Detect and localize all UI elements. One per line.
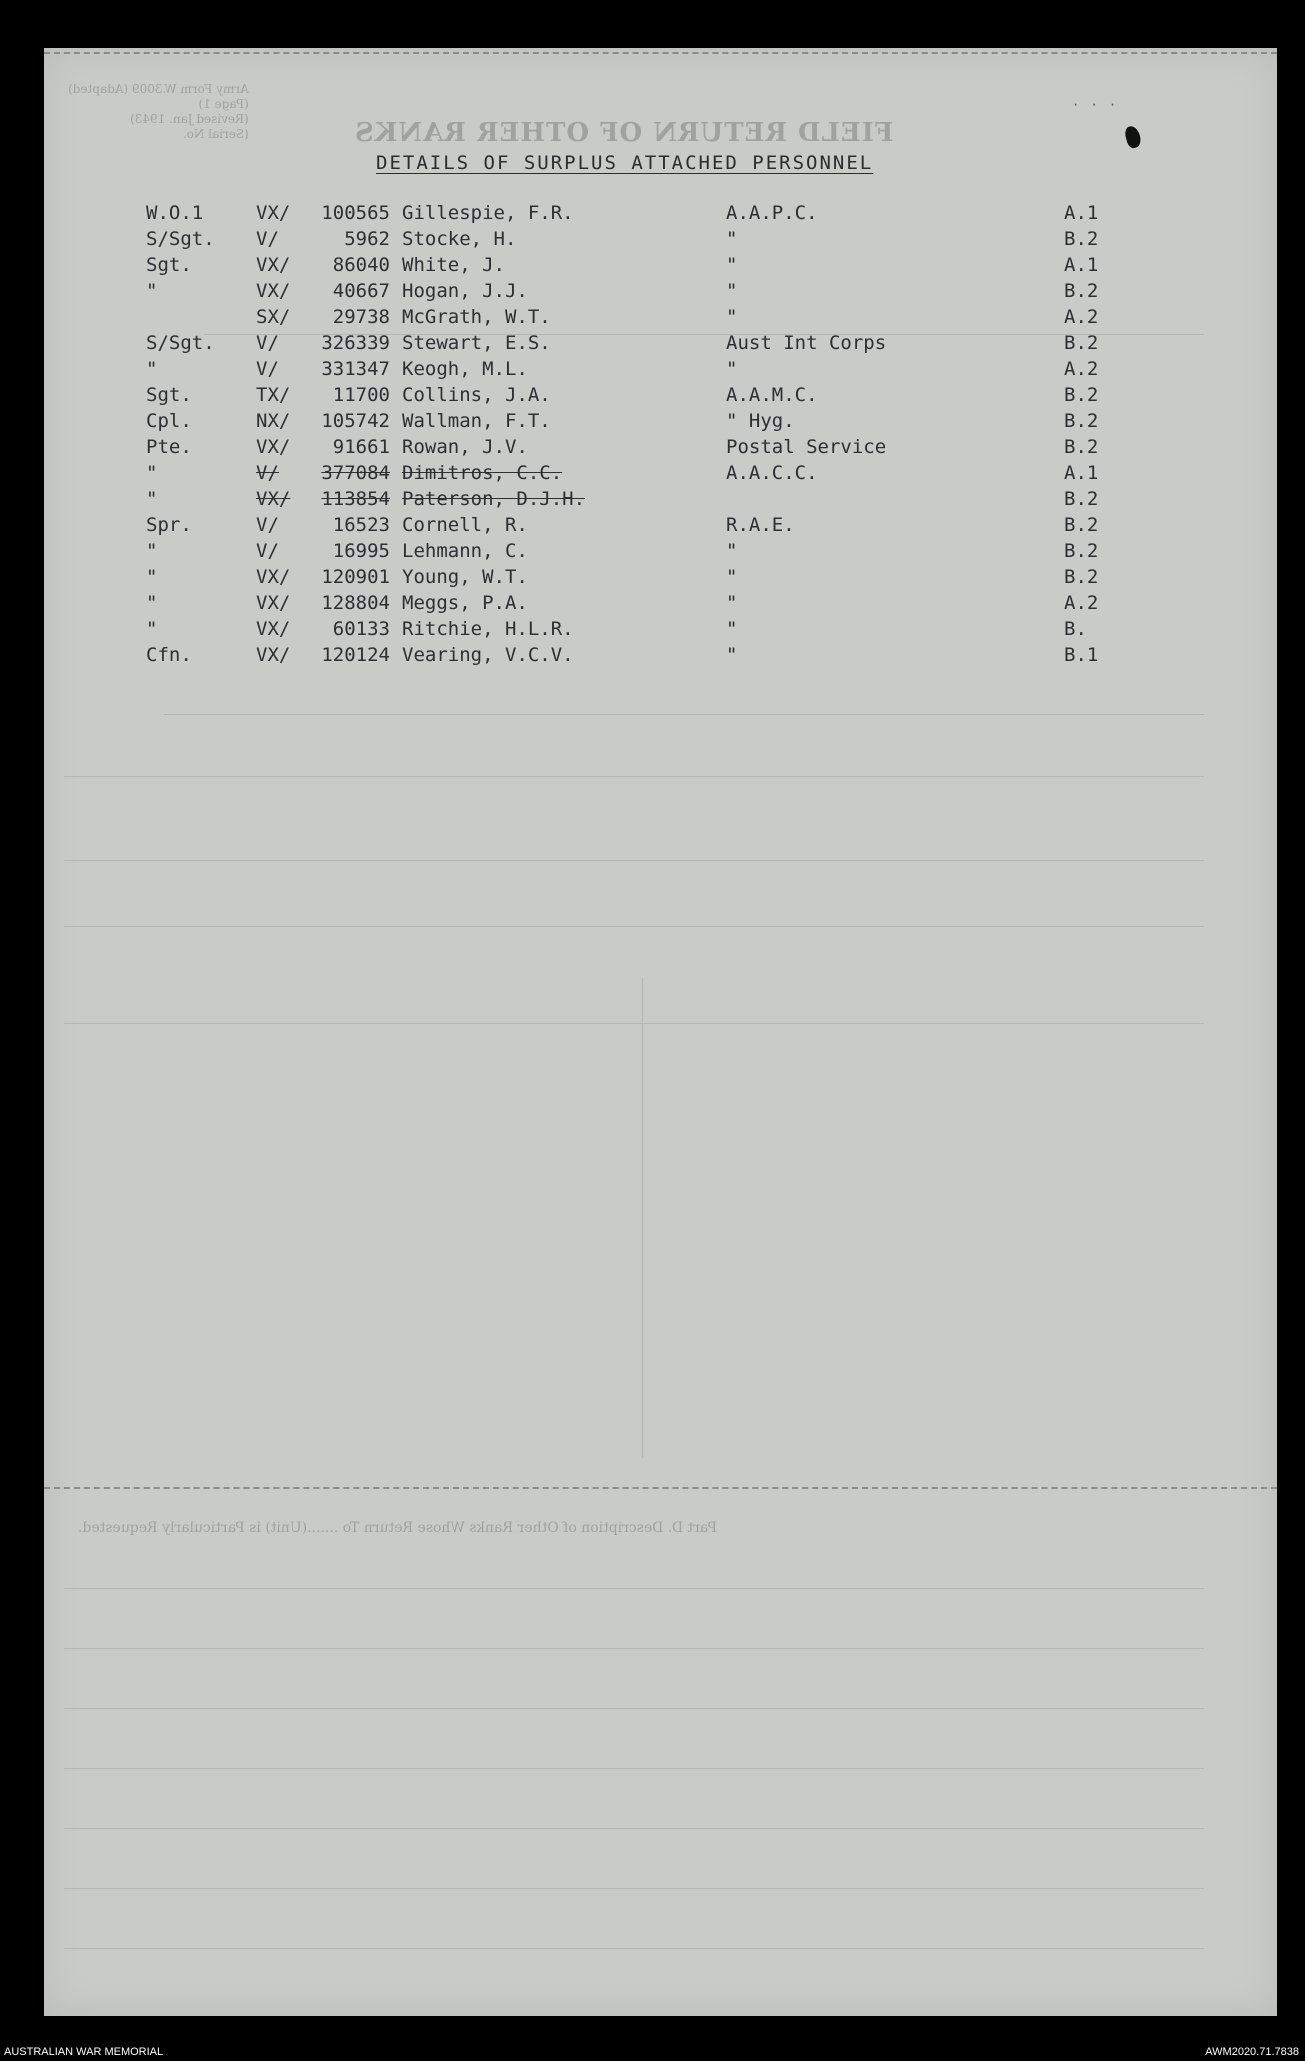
personnel-medical-category: B.2 (1064, 280, 1099, 302)
personnel-rank: " (146, 566, 158, 588)
personnel-row (44, 358, 1277, 384)
personnel-name: McGrath, W.T. (402, 306, 551, 328)
personnel-unit: " (726, 566, 738, 588)
personnel-medical-category: B.2 (1064, 514, 1099, 536)
personnel-service-number: 105742 (321, 410, 390, 432)
ghost-grid-line (164, 714, 1204, 715)
personnel-service-prefix: V/ (256, 358, 279, 380)
personnel-unit: " (726, 306, 738, 328)
personnel-service-prefix: V/ (256, 514, 279, 536)
personnel-row (44, 384, 1277, 410)
personnel-service-number: 40667 (332, 280, 390, 302)
personnel-name: Cornell, R. (402, 514, 528, 536)
personnel-row (44, 592, 1277, 618)
personnel-row (44, 280, 1277, 306)
personnel-unit: " (726, 254, 738, 276)
personnel-unit: A.A.M.C. (726, 384, 818, 406)
personnel-rank: Spr. (146, 514, 192, 536)
personnel-medical-category: B.2 (1064, 228, 1099, 250)
personnel-name: Young, W.T. (402, 566, 528, 588)
personnel-row (44, 332, 1277, 358)
personnel-row (44, 618, 1277, 644)
personnel-service-prefix: V/ (256, 332, 279, 354)
personnel-service-number: 91661 (332, 436, 390, 458)
personnel-unit: Postal Service (726, 436, 887, 458)
personnel-row (44, 462, 1277, 488)
ghost-grid-line (64, 1588, 1204, 1589)
personnel-rank: S/Sgt. (146, 228, 215, 250)
personnel-rank: " (146, 592, 158, 614)
personnel-name: Ritchie, H.L.R. (402, 618, 574, 640)
personnel-medical-category: B.2 (1064, 410, 1099, 432)
personnel-row (44, 228, 1277, 254)
personnel-rank: Sgt. (146, 254, 192, 276)
ghost-grid-line (64, 1768, 1204, 1769)
perforation-top (44, 52, 1277, 54)
personnel-unit: " (726, 358, 738, 380)
personnel-name: Dimitros, C.C. (402, 462, 563, 484)
personnel-service-prefix: V/ (256, 540, 279, 562)
personnel-unit: " (726, 592, 738, 614)
personnel-rank: Cpl. (146, 410, 192, 432)
personnel-service-number: 113854 (321, 488, 390, 510)
personnel-service-number: 5962 (344, 228, 390, 250)
personnel-service-prefix: VX/ (256, 202, 291, 224)
personnel-rank: " (146, 618, 158, 640)
personnel-row (44, 566, 1277, 592)
personnel-service-prefix: NX/ (256, 410, 291, 432)
personnel-service-prefix: VX/ (256, 254, 291, 276)
show-through-form-number: Army Form W.3009 (Adapted) (Page 1) (Revised Jan. 1943) (Serial No. (68, 82, 249, 141)
personnel-name: Collins, J.A. (402, 384, 551, 406)
personnel-service-number: 100565 (321, 202, 390, 224)
personnel-row (44, 644, 1277, 670)
personnel-service-prefix: TX/ (256, 384, 291, 406)
personnel-service-number: 11700 (332, 384, 390, 406)
personnel-unit: " (726, 644, 738, 666)
footer-institution: AUSTRALIAN WAR MEMORIAL (4, 2046, 164, 2058)
personnel-unit: " (726, 618, 738, 640)
personnel-service-prefix: VX/ (256, 592, 291, 614)
personnel-service-number: 120901 (321, 566, 390, 588)
personnel-row (44, 436, 1277, 462)
personnel-rank: Sgt. (146, 384, 192, 406)
personnel-service-prefix: V/ (256, 228, 279, 250)
personnel-medical-category: A.2 (1064, 358, 1099, 380)
personnel-service-number: 128804 (321, 592, 390, 614)
personnel-service-prefix: VX/ (256, 488, 291, 510)
personnel-medical-category: A.2 (1064, 306, 1099, 328)
ghost-grid-line (64, 1648, 1204, 1649)
page-heading: DETAILS OF SURPLUS ATTACHED PERSONNEL (376, 152, 874, 174)
personnel-medical-category: B.2 (1064, 436, 1099, 458)
personnel-row (44, 540, 1277, 566)
ghost-grid-line (64, 1948, 1204, 1949)
ghost-grid-line (64, 926, 1204, 927)
personnel-name: White, J. (402, 254, 505, 276)
personnel-medical-category: B.2 (1064, 332, 1099, 354)
personnel-medical-category: B. (1064, 618, 1087, 640)
personnel-medical-category: B.2 (1064, 384, 1099, 406)
personnel-medical-category: B.2 (1064, 540, 1099, 562)
personnel-name: Stocke, H. (402, 228, 517, 250)
top-margin-mark: · · · (1072, 98, 1119, 112)
personnel-row (44, 202, 1277, 228)
personnel-service-prefix: VX/ (256, 644, 291, 666)
personnel-medical-category: A.2 (1064, 592, 1099, 614)
personnel-row (44, 488, 1277, 514)
ghost-grid-line (64, 860, 1204, 861)
personnel-rank: " (146, 280, 158, 302)
personnel-name: Lehmann, C. (402, 540, 528, 562)
personnel-rank: Pte. (146, 436, 192, 458)
personnel-name: Stewart, E.S. (402, 332, 551, 354)
personnel-unit: R.A.E. (726, 514, 795, 536)
personnel-service-prefix: SX/ (256, 306, 291, 328)
ghost-grid-line (64, 1023, 1204, 1024)
personnel-unit: " (726, 228, 738, 250)
personnel-name: Gillespie, F.R. (402, 202, 574, 224)
ghost-grid-line (642, 978, 643, 1458)
ghost-grid-line (64, 776, 1204, 777)
personnel-medical-category: A.1 (1064, 254, 1099, 276)
personnel-name: Rowan, J.V. (402, 436, 528, 458)
personnel-service-number: 60133 (332, 618, 390, 640)
show-through-title: FIELD RETURN OF OTHER RANKS (354, 118, 894, 148)
personnel-rank: " (146, 358, 158, 380)
personnel-service-prefix: VX/ (256, 566, 291, 588)
personnel-unit: A.A.P.C. (726, 202, 818, 224)
personnel-medical-category: B.2 (1064, 566, 1099, 588)
personnel-service-number: 326339 (321, 332, 390, 354)
personnel-service-prefix: V/ (256, 462, 279, 484)
personnel-medical-category: A.1 (1064, 462, 1099, 484)
personnel-service-prefix: VX/ (256, 280, 291, 302)
personnel-rank: S/Sgt. (146, 332, 215, 354)
perforation-middle (44, 1487, 1277, 1489)
personnel-unit: " Hyg. (726, 410, 795, 432)
personnel-rank: " (146, 488, 158, 510)
ghost-grid-line (64, 1828, 1204, 1829)
personnel-rank: W.O.1 (146, 202, 204, 224)
personnel-service-prefix: VX/ (256, 618, 291, 640)
personnel-name: Wallman, F.T. (402, 410, 551, 432)
personnel-unit: A.A.C.C. (726, 462, 818, 484)
personnel-service-number: 16995 (332, 540, 390, 562)
personnel-row (44, 306, 1277, 332)
personnel-medical-category: B.2 (1064, 488, 1099, 510)
personnel-unit: " (726, 280, 738, 302)
personnel-name: Meggs, P.A. (402, 592, 528, 614)
personnel-name: Hogan, J.J. (402, 280, 528, 302)
personnel-service-number: 16523 (332, 514, 390, 536)
personnel-name: Vearing, V.C.V. (402, 644, 574, 666)
footer-accession-number: AWM2020.71.7838 (1205, 2046, 1299, 2058)
personnel-service-number: 377084 (321, 462, 390, 484)
personnel-name: Keogh, M.L. (402, 358, 528, 380)
personnel-service-number: 29738 (332, 306, 390, 328)
ghost-grid-line (64, 1888, 1204, 1889)
personnel-service-number: 120124 (321, 644, 390, 666)
show-through-part-d: Part D. Description of Other Ranks Whose Return To .......(Unit) is Particularly Requested. (78, 1520, 717, 1536)
personnel-row (44, 410, 1277, 436)
personnel-service-prefix: VX/ (256, 436, 291, 458)
ghost-grid-line (64, 1708, 1204, 1709)
personnel-service-number: 331347 (321, 358, 390, 380)
personnel-service-number: 86040 (332, 254, 390, 276)
personnel-row (44, 254, 1277, 280)
personnel-unit: Aust Int Corps (726, 332, 887, 354)
personnel-name: Paterson, D.J.H. (402, 488, 586, 510)
document-page (44, 48, 1277, 2016)
personnel-list (44, 202, 1277, 682)
personnel-medical-category: B.1 (1064, 644, 1099, 666)
personnel-rank: " (146, 462, 158, 484)
personnel-medical-category: A.1 (1064, 202, 1099, 224)
personnel-rank: " (146, 540, 158, 562)
personnel-rank: Cfn. (146, 644, 192, 666)
personnel-row (44, 514, 1277, 540)
ink-blot (1123, 125, 1142, 150)
archive-footer (0, 2044, 1305, 2061)
personnel-unit: " (726, 540, 738, 562)
